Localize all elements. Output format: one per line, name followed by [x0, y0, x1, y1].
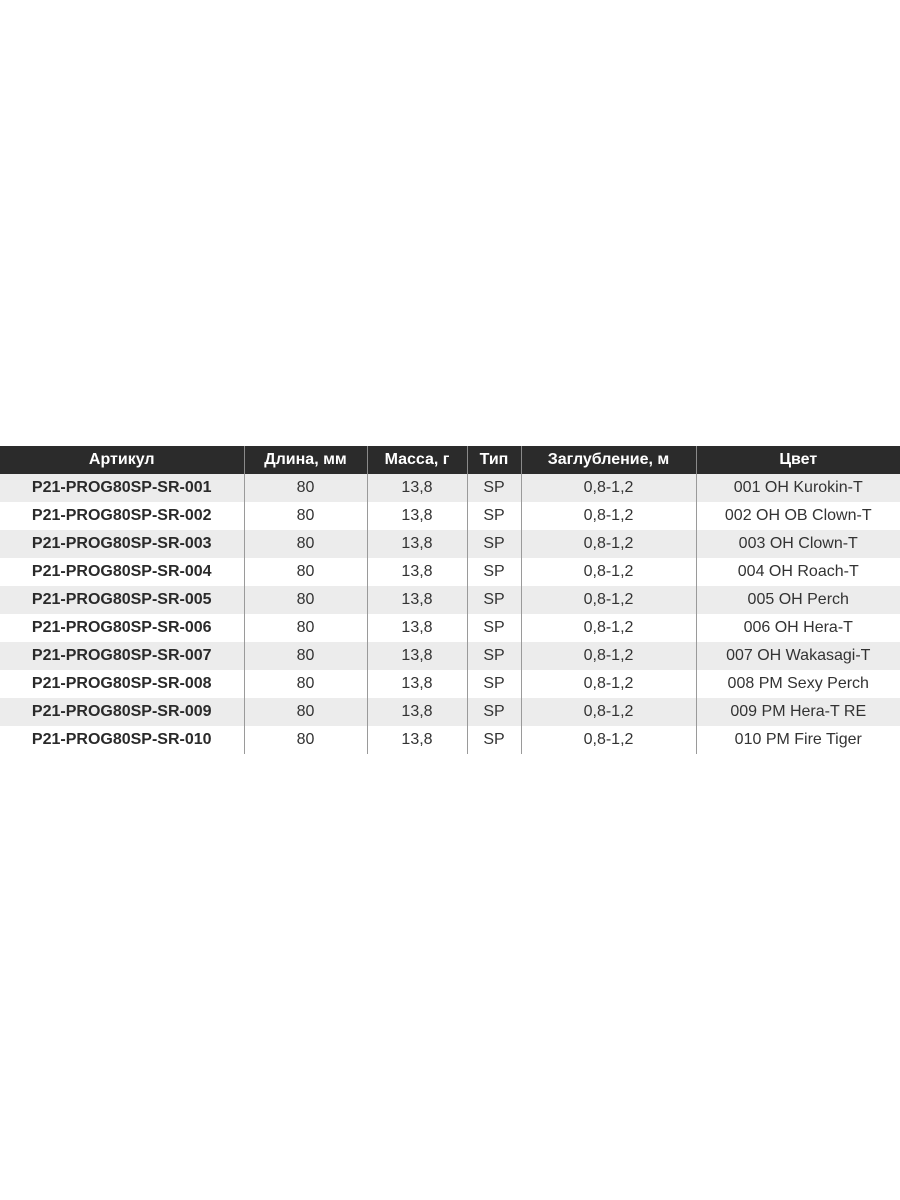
- cell-length: 80: [244, 558, 367, 586]
- table-row: [0, 614, 900, 642]
- cell-type: SP: [467, 698, 521, 726]
- header-length: Длина, мм: [244, 446, 367, 474]
- cell-color: 009 PM Hera-T RE: [696, 698, 900, 726]
- cell-depth: 0,8-1,2: [521, 530, 696, 558]
- table-row: [0, 726, 900, 754]
- cell-weight: 13,8: [367, 586, 467, 614]
- cell-length: 80: [244, 726, 367, 754]
- cell-length: 80: [244, 698, 367, 726]
- cell-type: SP: [467, 642, 521, 670]
- cell-type: SP: [467, 586, 521, 614]
- cell-article: P21-PROG80SP-SR-007: [0, 642, 244, 670]
- cell-depth: 0,8-1,2: [521, 558, 696, 586]
- header-color: Цвет: [696, 446, 900, 474]
- cell-length: 80: [244, 474, 367, 502]
- cell-type: SP: [467, 502, 521, 530]
- cell-weight: 13,8: [367, 614, 467, 642]
- cell-weight: 13,8: [367, 726, 467, 754]
- cell-weight: 13,8: [367, 502, 467, 530]
- header-type: Тип: [467, 446, 521, 474]
- cell-length: 80: [244, 586, 367, 614]
- table-row: [0, 586, 900, 614]
- cell-type: SP: [467, 474, 521, 502]
- cell-article: P21-PROG80SP-SR-009: [0, 698, 244, 726]
- cell-depth: 0,8-1,2: [521, 586, 696, 614]
- cell-depth: 0,8-1,2: [521, 614, 696, 642]
- cell-color: 001 OH Kurokin-T: [696, 474, 900, 502]
- cell-color: 007 OH Wakasagi-T: [696, 642, 900, 670]
- table-row: [0, 474, 900, 502]
- cell-depth: 0,8-1,2: [521, 670, 696, 698]
- cell-color: 004 OH Roach-T: [696, 558, 900, 586]
- cell-article: P21-PROG80SP-SR-003: [0, 530, 244, 558]
- table-row: [0, 530, 900, 558]
- cell-length: 80: [244, 670, 367, 698]
- cell-weight: 13,8: [367, 558, 467, 586]
- cell-color: 002 OH OB Clown-T: [696, 502, 900, 530]
- cell-weight: 13,8: [367, 642, 467, 670]
- table-body: [0, 474, 900, 754]
- cell-color: 008 PM Sexy Perch: [696, 670, 900, 698]
- table-row: [0, 502, 900, 530]
- cell-depth: 0,8-1,2: [521, 474, 696, 502]
- cell-weight: 13,8: [367, 530, 467, 558]
- cell-depth: 0,8-1,2: [521, 502, 696, 530]
- cell-type: SP: [467, 558, 521, 586]
- header-weight: Масса, г: [367, 446, 467, 474]
- cell-length: 80: [244, 642, 367, 670]
- cell-weight: 13,8: [367, 474, 467, 502]
- table-row: [0, 698, 900, 726]
- cell-weight: 13,8: [367, 698, 467, 726]
- cell-article: P21-PROG80SP-SR-001: [0, 474, 244, 502]
- cell-article: P21-PROG80SP-SR-008: [0, 670, 244, 698]
- cell-article: P21-PROG80SP-SR-006: [0, 614, 244, 642]
- cell-color: 010 PM Fire Tiger: [696, 726, 900, 754]
- table-header: [0, 446, 900, 474]
- cell-color: 003 OH Clown-T: [696, 530, 900, 558]
- cell-depth: 0,8-1,2: [521, 642, 696, 670]
- cell-type: SP: [467, 530, 521, 558]
- cell-article: P21-PROG80SP-SR-004: [0, 558, 244, 586]
- cell-weight: 13,8: [367, 670, 467, 698]
- spec-table: [0, 446, 900, 754]
- cell-length: 80: [244, 530, 367, 558]
- cell-article: P21-PROG80SP-SR-010: [0, 726, 244, 754]
- cell-length: 80: [244, 614, 367, 642]
- cell-type: SP: [467, 726, 521, 754]
- table-row: [0, 670, 900, 698]
- cell-color: 006 OH Hera-T: [696, 614, 900, 642]
- header-depth: Заглубление, м: [521, 446, 696, 474]
- table-row: [0, 642, 900, 670]
- cell-depth: 0,8-1,2: [521, 698, 696, 726]
- cell-article: P21-PROG80SP-SR-002: [0, 502, 244, 530]
- table-row: [0, 558, 900, 586]
- cell-color: 005 OH Perch: [696, 586, 900, 614]
- cell-length: 80: [244, 502, 367, 530]
- header-row: [0, 446, 900, 474]
- cell-type: SP: [467, 670, 521, 698]
- header-article: Артикул: [0, 446, 244, 474]
- cell-article: P21-PROG80SP-SR-005: [0, 586, 244, 614]
- cell-depth: 0,8-1,2: [521, 726, 696, 754]
- cell-type: SP: [467, 614, 521, 642]
